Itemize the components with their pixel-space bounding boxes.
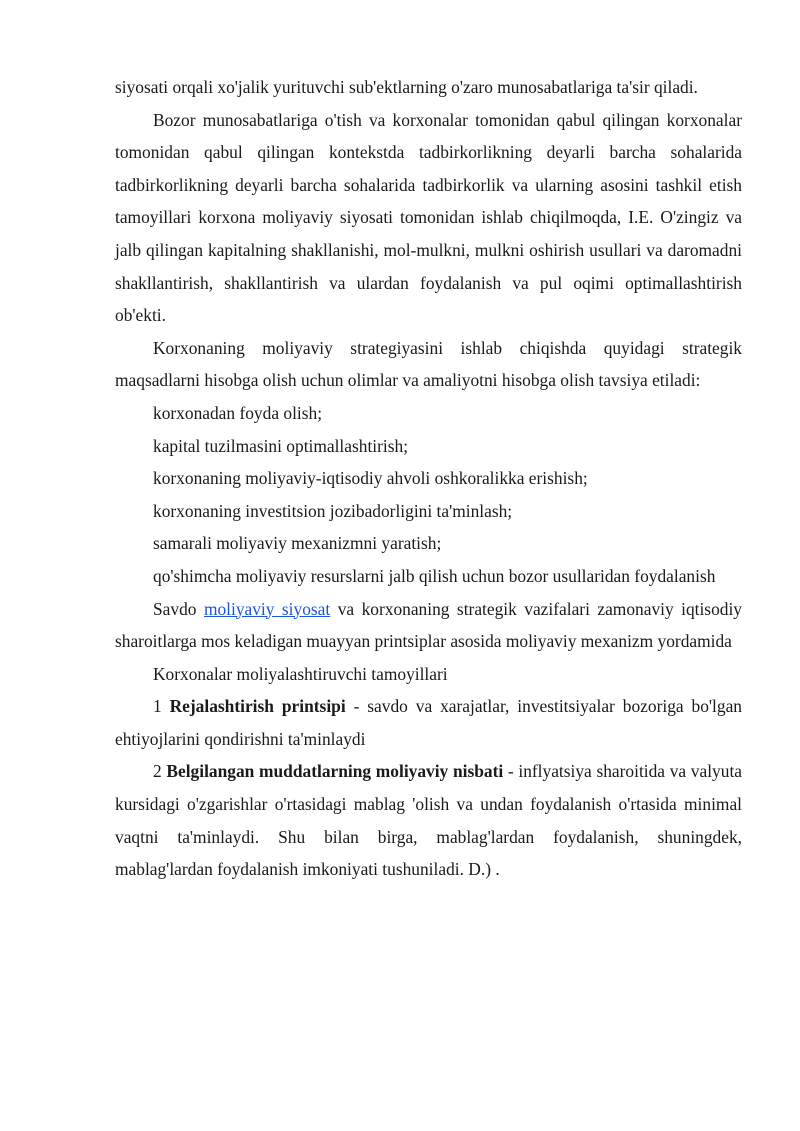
goal-item: korxonadan foyda olish;: [153, 402, 323, 423]
savdo-text-before: Savdo: [153, 598, 204, 619]
goal-item: samarali moliyaviy mexanizmni yaratish;: [153, 533, 442, 554]
savdo-text-after: va korxonaning strategik vazifalari zamonaviy iqtisodiy sharoitlarga mos keladigan muayyan printsiplar asosida moliyaviy mexanizm yordamida: [115, 598, 742, 652]
principle-planning: [115, 690, 742, 755]
paragraph-continuation: siyosati orqali xo'jalik yurituvchi sub'ektlarning o'zaro munosabatlariga ta'sir qiladi.: [115, 77, 698, 97]
goal-item: kapital tuzilmasini optimallashtirish;: [153, 435, 409, 456]
goal-item-last: qo'shimcha moliyaviy resurslarni jalb qilish uchun bozor usullaridan foydalanish: [153, 565, 716, 586]
principles-heading: Korxonalar moliyalashtiruvchi tamoyillari: [153, 663, 448, 684]
goal-item: korxonaning moliyaviy-iqtisodiy ahvoli oshkoralikka erishish;: [153, 468, 588, 489]
principle-title: Belgilangan muddatlarning moliyaviy nisbati: [166, 761, 504, 782]
principle-number: 1: [153, 696, 170, 717]
goal-item: korxonaning investitsion jozibadorligini ta'minlash;: [153, 500, 513, 521]
paragraph-strategy-intro: Korxonaning moliyaviy strategiyasini ishlab chiqishda quyidagi strategik maqsadlarni hisobga olish uchun olimlar va amaliyotni hisobga olish tavsiya etiladi:: [115, 337, 742, 391]
paragraph-market-transition: Bozor munosabatlariga o'tish va korxonalar tomonidan qabul qilingan korxonalar tomonidan qabul qilingan kontekstda tadbirkorlikning deyarli barcha sohalarida tadbirkorlikning deyarli barcha sohalarida tadbirkorlik va ularning asosini tashkil etish tamoyillari korxona moliyaviy siyosati tomonidan ishlab chiqilmoqda, I.E. O'zingiz va jalb qilingan kapitalning shakllanishi, mol-mulkni, mulkni oshirish usullari va daromadni shakllantirish, shakllantirish va ulardan foydalanish va pul oqimi optimallashtirish ob'ekti.: [115, 109, 742, 326]
paragraph-savdo: [115, 593, 742, 658]
principle-text: - inflyatsiya sharoitida va valyuta kursidagi o'zgarishlar o'rtasidagi mablag 'olish va undan foydalanish o'rtasida minimal vaqtni ta'minlaydi. Shu bilan birga, mablag'lardan foydalanish, shuningdek, mablag'lardan foydalanish imkoniyati tushuniladi. D.) .: [115, 761, 742, 880]
principle-timing: [115, 755, 742, 885]
financial-policy-link[interactable]: moliyaviy siyosat: [203, 598, 331, 619]
document-page: [115, 71, 742, 886]
principle-number: 2: [153, 761, 167, 782]
principle-title: Rejalashtirish printsipi: [169, 696, 346, 717]
principle-text: - savdo va xarajatlar, investitsiyalar bozoriga bo'lgan ehtiyojlarini qondirishni ta'minlaydi: [115, 696, 742, 749]
